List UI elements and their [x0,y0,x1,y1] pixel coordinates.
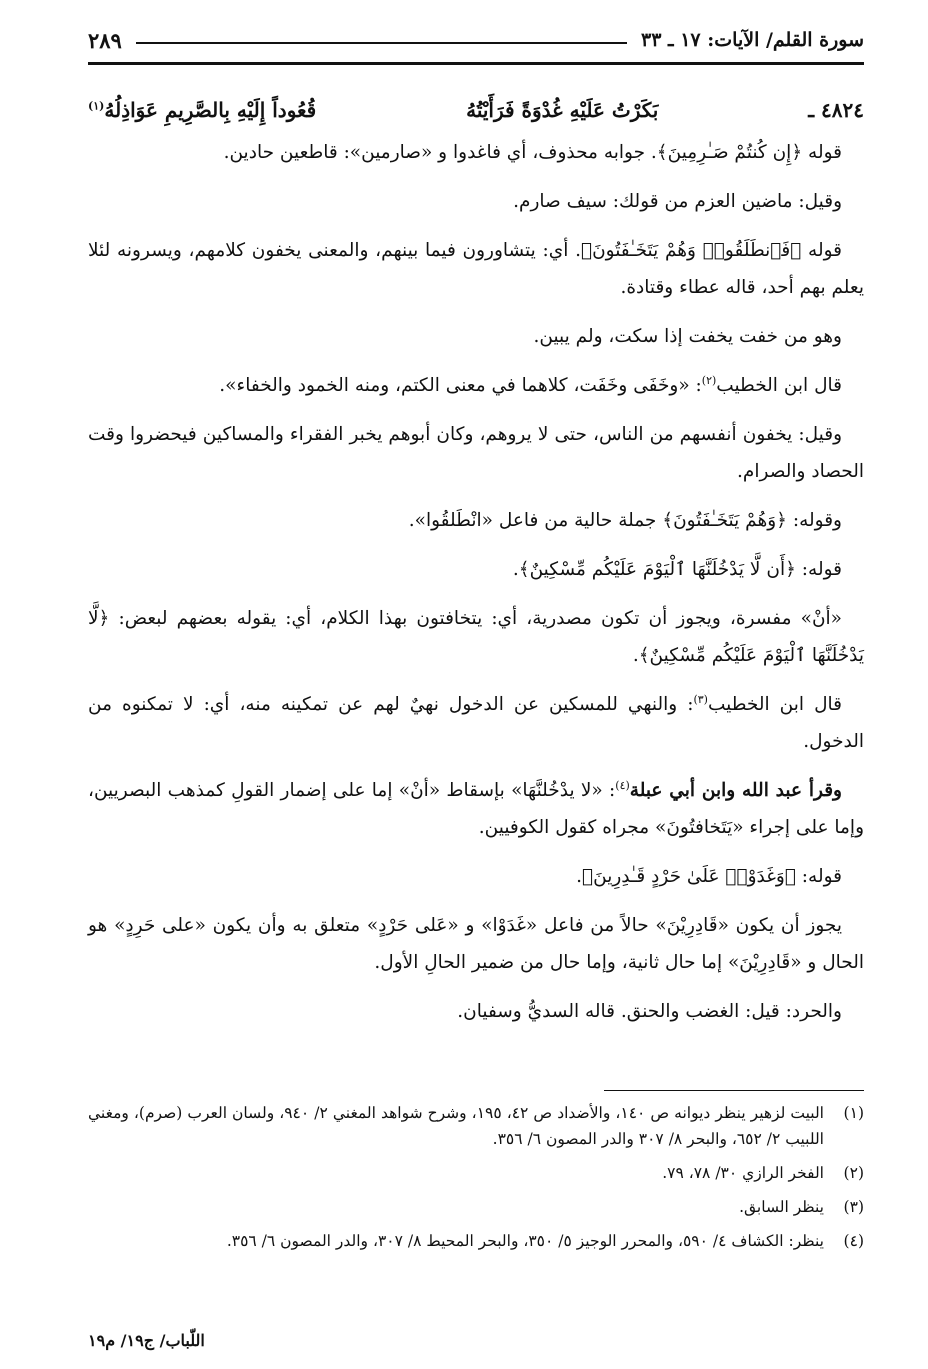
paragraph-10-lead: قال ابن الخطيب [707,694,842,715]
footnote-item [88,1100,864,1152]
paragraph-5-body: : «وخَفَى وخَفَت، كلاهما في معنى الكتم، ومنه الخمود والخفاء». [219,375,702,396]
book-signature: اللّباب/ ج١٩/ م١٩ [88,1331,205,1350]
footnote-text: الفخر الرازي ٣٠/ ٧٨، ٧٩. [662,1164,824,1182]
paragraph-14: والحرد: قيل: الغضب والحنق. قاله السديُّ وسفيان. [457,1001,842,1022]
paragraph-6: وقيل: يخفون أنفسهم من الناس، حتى لا يروهم، وكان أبوهم يخبر الفقراء والمساكين فيحضروا وقت الحصاد والصرام. [88,424,864,482]
paragraph-10 [88,686,864,760]
footnotes [88,1100,864,1262]
paragraph-3: قوله ﴿فَٱنطَلَقُوا۟ وَهُمْ يَتَخَـٰفَتُونَ﴾. أي: يتشاورون فيما بينهم، والمعنى يخفون كلامهم، ويسرونه لئلا يعلم بهم أحد، قاله عطاء وقتادة. [88,240,864,298]
paragraph-13: يجوز أن يكون «قَادِرِيْنَ» حالاً من فاعل «غَدَوْا» و «عَلى حَرْدٍ» متعلق به وأن يكون «على حَرِدٍ» هو الحال و «قَادِرِيْنَ» إما حال ثانية، وإما حال من ضمير الحالِ الأول. [88,915,864,973]
paragraph-9: «أنْ» مفسرة، ويجوز أن تكون مصدرية، أي: يتخافتون بهذا الكلام، أي: يقوله بعضهم لبعض: ﴿لَّا يَدْخُلَنَّهَا ٱلْيَوْمَ عَلَيْكُم مِّسْكِينٌ﴾. [88,608,864,666]
paragraph-7: وقوله: ﴿وَهُمْ يَتَخَـٰفَتُونَ﴾ جملة حالية من فاعل «انْطَلقُوا». [408,510,842,531]
footnote-number: (٢) [843,1164,864,1182]
main-text [88,90,864,1042]
footnote-item [88,1160,864,1186]
paragraph-5 [88,367,864,404]
paragraph-2: وقيل: ماضين العزم من قولك: سيف صارم. [513,191,842,212]
poetry-verse [88,90,864,130]
running-header [88,18,864,62]
surah-title: سورة القلم/ الآيات: ١٧ ـ ٣٣ [641,29,864,51]
footnote-ref-1: (١) [88,99,105,113]
footnote-item [88,1194,864,1220]
paragraph-11 [88,772,864,846]
footnote-number: (٤) [843,1232,864,1250]
paragraph-10-body: : والنهي للمسكين عن الدخول نهيٌ لهم عن تمكينه منه، أي: لا تمكنوه من الدخول. [88,694,864,752]
footnote-number: (١) [843,1104,864,1122]
page-number: ٢٨٩ [88,27,122,53]
paragraph-11-body: : «لا يدْخُلنَّهَا» بإسقاط «أنْ» إما على إضمار القولِ كمذهب البصريين، وإما على إجراء «يَتَخافتُونَ» مجراه كقول الكوفيين. [88,780,864,838]
verse-hemistich-second-text: قُعُوداً إِلَيْهِ بِالصَّرِيمِ عَوَاذِلُهُ [104,98,317,122]
footnote-text: البيت لزهير ينظر ديوانه ص ١٤٠، والأضداد ص ٤٢، ١٩٥، وشرح شواهد المغني ٢/ ٩٤٠، ولسان العرب (صرم)، ومغني اللبيب ٢/ ٦٥٢، والبحر ٨/ ٣٠٧ والدر المصون ٦/ ٣٥٦. [88,1104,824,1148]
footnote-text: ينظر: الكشاف ٤/ ٥٩٠، والمحرر الوجيز ٥/ ٣٥٠، والبحر المحيط ٨/ ٣٠٧، والدر المصون ٦/ ٣٥٦. [226,1232,824,1250]
paragraph-8: قوله: ﴿أَن لَّا يَدْخُلَنَّهَا ٱلْيَوْمَ عَلَيْكُم مِّسْكِينٌ﴾. [512,559,842,580]
verse-hemistich-first: بَكَرْتُ عَلَيْهِ غُدْوَةً فَرَأَيْتُهُ [466,98,659,122]
verse-hemistich-second [88,90,316,130]
footnote-ref-4: (٤) [615,778,630,792]
footnote-text: ينظر السابق. [739,1198,824,1216]
paragraph-4: وهو من خفت يخفت إذا سكت، ولم يبين. [533,326,842,347]
header-divider [88,62,864,65]
paragraph-5-lead: قال ابن الخطيب [716,375,842,396]
footnote-ref-2: (٢) [701,373,717,387]
header-rule [136,42,627,44]
footnote-ref-3: (٣) [693,692,708,706]
paragraph-1: قوله ﴿إِن كُنتُمْ صَـٰرِمِينَ﴾. جوابه محذوف، أي فاغدوا و «صارمين»: قاطعين حادين. [223,142,842,163]
verse-number: ٤٨٢٤ ـ [808,98,864,122]
paragraph-11-lead: وقرأ عبد الله وابن أبي عبلة [629,780,842,801]
footnote-number: (٣) [843,1198,864,1216]
footnote-item [88,1228,864,1254]
footnote-divider [604,1090,864,1091]
paragraph-12: قوله: ﴿وَغَدَوْا۟ عَلَىٰ حَرْدٍ قَـٰدِرِينَ﴾. [576,866,842,887]
book-page [88,18,864,1358]
